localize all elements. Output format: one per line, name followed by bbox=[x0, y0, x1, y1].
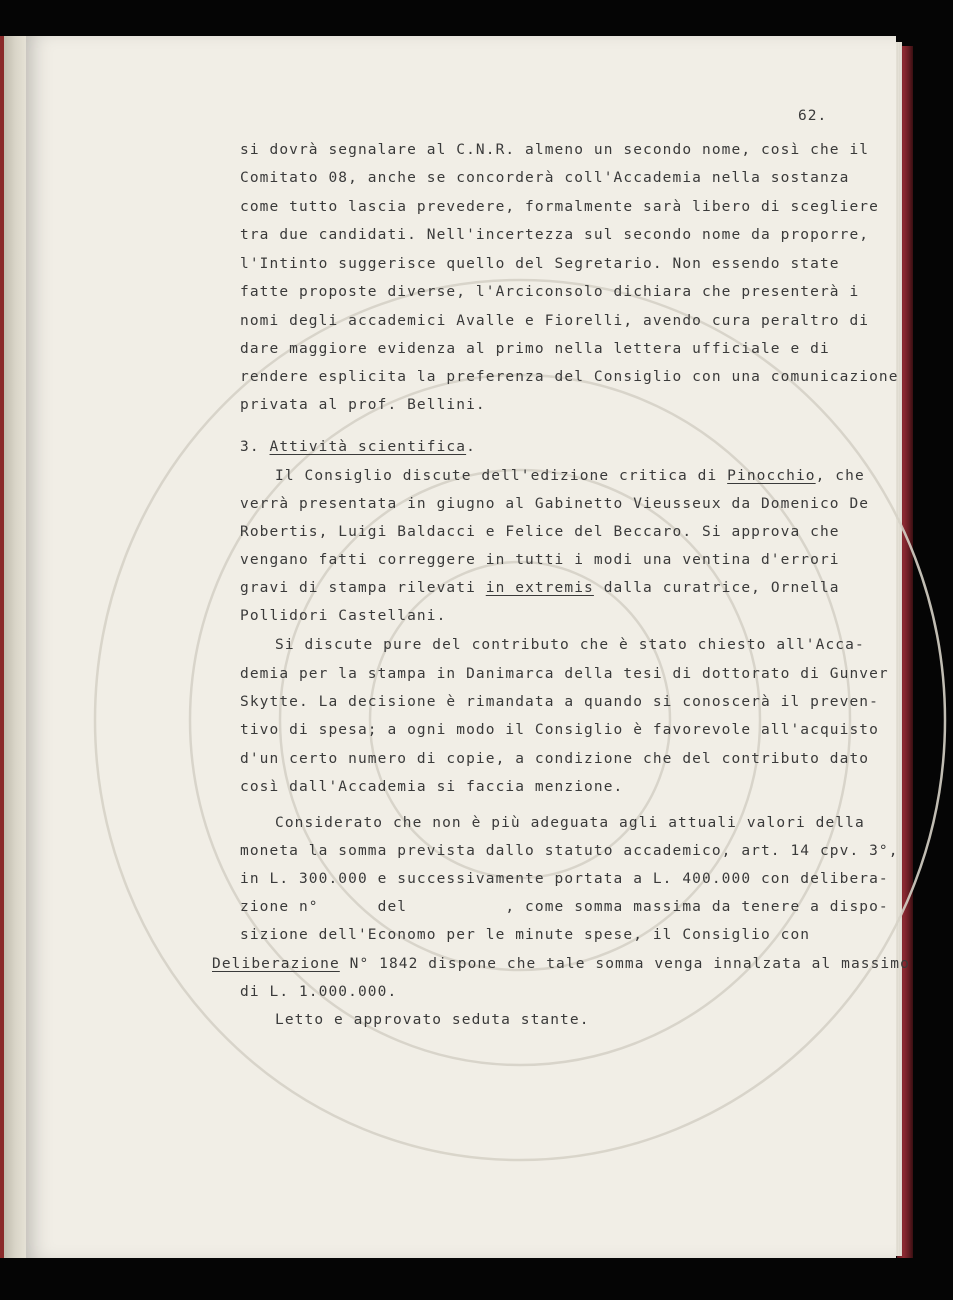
text-line bbox=[275, 1012, 590, 1028]
text-line bbox=[240, 871, 889, 887]
text-line bbox=[240, 779, 623, 795]
text-span: Skytte. La decisione è rimandata a quando si conoscerà il preven- bbox=[240, 694, 879, 710]
text-span: . bbox=[466, 439, 476, 455]
text-line bbox=[240, 984, 397, 1000]
text-span: così dall'Accademia si faccia menzione. bbox=[240, 779, 624, 795]
text-span: come tutto lascia prevedere, formalmente sarà libero di scegliere bbox=[240, 199, 879, 215]
text-span: Letto e approvato seduta stante. bbox=[275, 1012, 590, 1028]
text-line bbox=[240, 552, 840, 568]
text-line bbox=[240, 199, 879, 215]
text-line bbox=[240, 170, 849, 186]
text-span-underlined: Deliberazione bbox=[212, 956, 340, 972]
text-line bbox=[240, 369, 899, 385]
text-span: si dovrà segnalare al C.N.R. almeno un secondo nome, così che il bbox=[240, 142, 870, 158]
binding-edge bbox=[0, 36, 4, 1258]
text-span: di L. 1.000.000. bbox=[240, 984, 398, 1000]
text-line bbox=[275, 468, 865, 484]
text-span: demia per la stampa in Danimarca della tesi di dottorato di Gunver bbox=[240, 666, 889, 682]
text-span: tivo di spesa; a ogni modo il Consiglio è favorevole all'acquisto bbox=[240, 722, 879, 738]
text-span: , che bbox=[815, 468, 865, 484]
text-span: dare maggiore evidenza al primo nella lettera ufficiale e di bbox=[240, 341, 830, 357]
text-span: Comitato 08, anche se concorderà coll'Accademia nella sostanza bbox=[240, 170, 850, 186]
text-span: gravi di stampa rilevati bbox=[240, 580, 486, 596]
text-span: nomi degli accademici Avalle e Fiorelli, avendo cura peraltro di bbox=[240, 313, 870, 329]
text-span: sizione dell'Economo per le minute spese, il Consiglio con bbox=[240, 927, 811, 943]
text-line bbox=[240, 927, 810, 943]
text-line bbox=[275, 815, 865, 831]
text-line bbox=[240, 666, 889, 682]
text-span: Robertis, Luigi Baldacci e Felice del Beccaro. Si approva che bbox=[240, 524, 840, 540]
text-line bbox=[240, 142, 869, 158]
page-number: 62. bbox=[798, 108, 828, 124]
text-line bbox=[240, 341, 830, 357]
text-line bbox=[212, 956, 910, 972]
text-line bbox=[240, 608, 446, 624]
text-line bbox=[240, 580, 840, 596]
text-line bbox=[240, 227, 869, 243]
text-span: Pollidori Castellani. bbox=[240, 608, 447, 624]
text-span: N° 1842 dispone che tale somma venga innalzata al massimo bbox=[339, 956, 910, 972]
text-span: Considerato che non è più adeguata agli attuali valori della bbox=[275, 815, 865, 831]
facing-page-edge bbox=[0, 36, 28, 1258]
text-span: zione n° del , come somma massima da tenere a dispo- bbox=[240, 899, 889, 915]
text-span: verrà presentata in giugno al Gabinetto Vieusseux da Domenico De bbox=[240, 496, 870, 512]
text-line bbox=[240, 694, 879, 710]
text-line bbox=[240, 843, 899, 859]
text-span: moneta la somma prevista dallo statuto accademico, art. 14 cpv. 3°, bbox=[240, 843, 899, 859]
text-line bbox=[240, 256, 840, 272]
text-line bbox=[240, 397, 486, 413]
text-line bbox=[240, 284, 859, 300]
text-line bbox=[240, 722, 879, 738]
text-span: 3. bbox=[240, 439, 270, 455]
text-span: Il Consiglio discute dell'edizione critica di bbox=[275, 468, 728, 484]
text-span: tra due candidati. Nell'incertezza sul secondo nome da proporre, bbox=[240, 227, 870, 243]
text-span: dalla curatrice, Ornella bbox=[593, 580, 840, 596]
text-span: fatte proposte diverse, l'Arciconsolo dichiara che presenterà i bbox=[240, 284, 860, 300]
text-span: Si discute pure del contributo che è stato chiesto all'Acca- bbox=[275, 637, 865, 653]
text-span-underlined: Attività scientifica bbox=[269, 439, 467, 455]
text-span-underlined: Pinocchio bbox=[727, 468, 816, 484]
text-span: in L. 300.000 e successivamente portata a L. 400.000 con delibera- bbox=[240, 871, 889, 887]
text-line bbox=[240, 751, 869, 767]
text-line bbox=[275, 637, 865, 653]
text-span: rendere esplicita la preferenza del Consiglio con una comunicazione bbox=[240, 369, 899, 385]
section-heading bbox=[240, 439, 476, 455]
text-span: vengano fatti correggere in tutti i modi una ventina d'errori bbox=[240, 552, 840, 568]
text-span: d'un certo numero di copie, a condizione che del contributo dato bbox=[240, 751, 870, 767]
text-span-underlined: in extremis bbox=[485, 580, 594, 596]
text-line bbox=[240, 496, 869, 512]
text-line bbox=[240, 313, 869, 329]
text-line bbox=[240, 899, 889, 915]
text-span: privata al prof. Bellini. bbox=[240, 397, 486, 413]
text-span: l'Intinto suggerisce quello del Segretario. Non essendo state bbox=[240, 256, 840, 272]
text-line bbox=[240, 524, 840, 540]
